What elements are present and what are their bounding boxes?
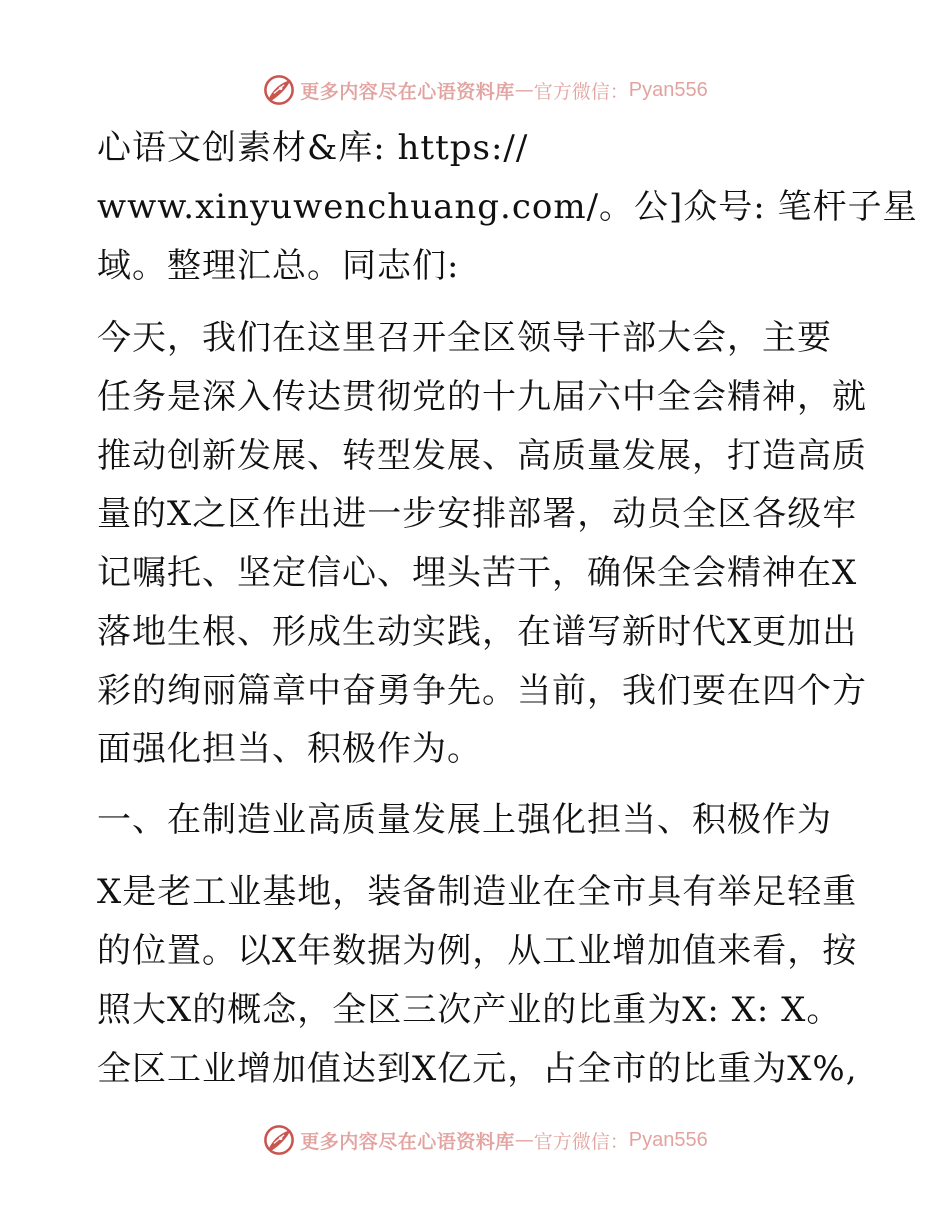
text-line: 彩的绚丽篇章中奋勇争先。当前，我们要在四个方 (97, 671, 867, 711)
text-line: 推动创新发展、转型发展、高质量发展，打造高质 (97, 436, 867, 476)
text-line: 今天，我们在这里召开全区领导干部大会，主要 (97, 318, 832, 358)
banner-slogan: 更多内容尽在心语资料库 (300, 1130, 515, 1153)
text-line: 域。整理汇总。同志们: (97, 246, 460, 286)
text-line: 任务是深入传达贯彻党的十九届六中全会精神，就 (97, 377, 867, 417)
banner-wechat-label: 官方微信： (533, 1130, 629, 1153)
text-line: 全区工业增加值达到X亿元，占全市的比重为X%, (97, 1049, 858, 1089)
text-line: 量的X之区作出进一步安排部署，动员全区各级牢 (97, 494, 858, 534)
banner-content (262, 73, 708, 107)
text-line: www.xinyuwenchuang.com/。公]众号: 笔杆子星 (97, 187, 918, 227)
banner-slogan: 更多内容尽在心语资料库 (300, 80, 515, 103)
text-line: 面强化担当、积极作为。 (97, 729, 482, 769)
text-line: 的位置。以X年数据为例，从工业增加值来看，按 (97, 931, 858, 971)
banner-wechat-id: Pyan556 (628, 1128, 708, 1151)
footer-watermark-banner (0, 1120, 950, 1160)
text-line: 落地生根、形成生动实践，在谱写新时代X更加出 (97, 612, 858, 652)
banner-separator: — (514, 1129, 534, 1151)
pen-nib-logo-icon (262, 1123, 296, 1157)
banner-wechat-id: Pyan556 (628, 78, 708, 101)
pen-nib-logo-icon (262, 73, 296, 107)
banner-separator: — (514, 79, 534, 101)
text-line: X是老工业基地，装备制造业在全市具有举足轻重 (97, 872, 858, 912)
section-heading: 一、在制造业高质量发展上强化担当、积极作为 (97, 800, 832, 840)
text-line: 心语文创素材&库: https:// (97, 128, 529, 168)
banner-content (262, 1123, 708, 1157)
header-watermark-banner (0, 70, 950, 110)
text-line: 记嘱托、坚定信心、埋头苦干，确保全会精神在X (97, 553, 858, 593)
text-line: 照大X的概念，全区三次产业的比重为X: X: X。 (97, 990, 842, 1030)
banner-wechat-label: 官方微信： (533, 80, 629, 103)
